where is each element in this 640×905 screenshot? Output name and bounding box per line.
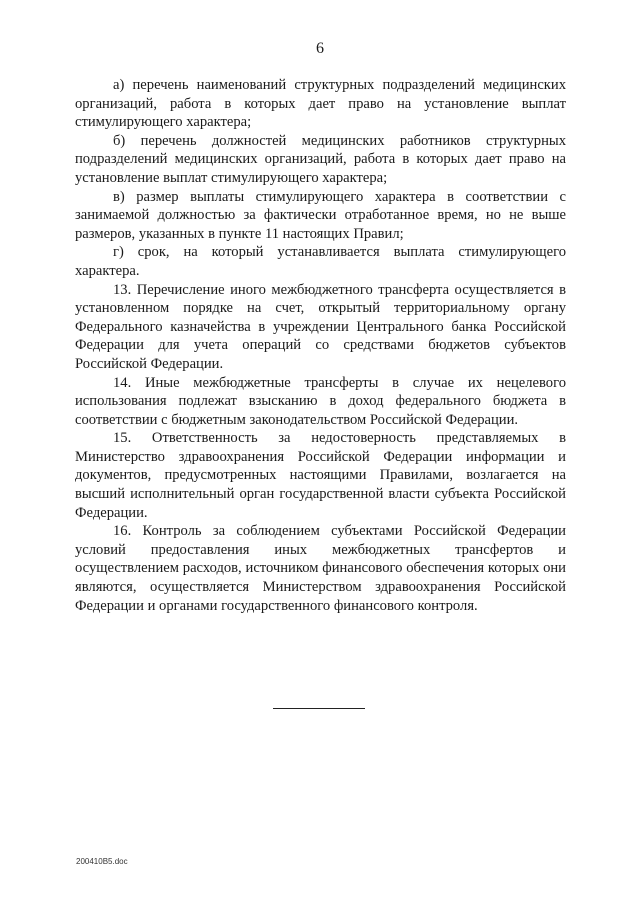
- list-item-d: г) срок, на который устанавливается выплата стимулирующего характера.: [75, 244, 566, 279]
- document-body: [75, 76, 566, 615]
- clause-13: 13. Перечисление иного межбюджетного трансферта осуществляется в установленном порядке на счет, открытый территориальному органу Федерального казначейства в учреждении Центрального банка Российской Федерации для учета операций со средствами бюджетов субъектов Российской Федерации.: [75, 281, 566, 372]
- list-item-a: а) перечень наименований структурных подразделений медицинских организаций, работа в которых дает право на установление выплат стимулирующего характера;: [75, 77, 566, 131]
- clause-15: 15. Ответственность за недостоверность представляемых в Министерство здравоохранения Российской Федерации информации и документов, предусмотренных настоящими Правилами, возлагается на высший исполнительный орган государственной власти субъекта Российской Федерации.: [75, 430, 566, 521]
- list-item-b: б) перечень должностей медицинских работников структурных подразделений медицинских организаций, работа в которых дает право на установление выплат стимулирующего характера;: [75, 132, 566, 186]
- page-number: 6: [316, 40, 324, 57]
- file-name-footer: 200410B5.doc: [76, 857, 128, 866]
- list-item-c: в) размер выплаты стимулирующего характера в соответствии с занимаемой должностью за фактически отработанное время, но не выше размеров, указанных в пункте 11 настоящих Правил;: [75, 188, 566, 242]
- end-divider: [273, 708, 365, 709]
- clause-14: 14. Иные межбюджетные трансферты в случае их нецелевого использования подлежат взысканию в доход федерального бюджета в соответствии с бюджетным законодательством Российской Федерации.: [75, 374, 566, 428]
- clause-16: 16. Контроль за соблюдением субъектами Российской Федерации условий предоставления иных межбюджетных трансфертов и осуществлением расходов, источником финансового обеспечения которых они являются, осуществляется Министерством здравоохранения Российской Федерации и органами государственного финансового контроля.: [75, 523, 566, 614]
